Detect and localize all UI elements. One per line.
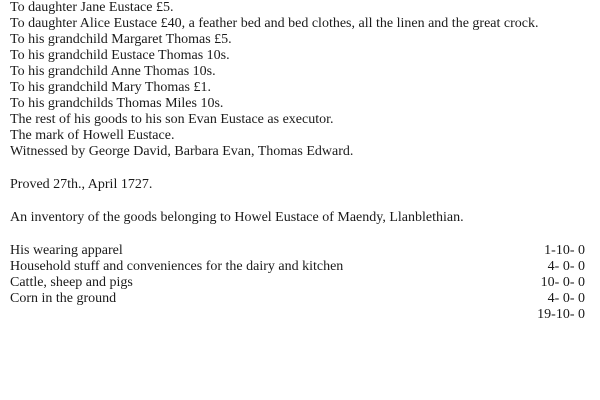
- witness-line: Witnessed by George David, Barbara Evan, Thomas Edward.: [10, 144, 354, 159]
- bequest-line: To his grandchilds Thomas Miles 10s.: [10, 96, 224, 111]
- bequest-line: To daughter Jane Eustace £5.: [10, 0, 174, 15]
- proved-date: Proved 27th., April 1727.: [10, 177, 153, 192]
- inventory-amount: 1-10- 0: [544, 243, 585, 258]
- inventory-total: 19-10- 0: [537, 307, 585, 322]
- bequest-line: To his grandchild Anne Thomas 10s.: [10, 64, 216, 79]
- inventory-row: [10, 259, 585, 275]
- inventory-total-row: [10, 307, 585, 323]
- bequest-line: To his grandchild Eustace Thomas 10s.: [10, 48, 230, 63]
- bequest-line: To daughter Alice Eustace £40, a feather bed and bed clothes, all the linen and the great crock.: [10, 16, 539, 31]
- inventory-amount: 10- 0- 0: [540, 275, 585, 290]
- inventory-item: Household stuff and conveniences for the dairy and kitchen: [10, 259, 344, 274]
- mark-line: The mark of Howell Eustace.: [10, 128, 175, 143]
- bequest-line: To his grandchild Mary Thomas £1.: [10, 80, 211, 95]
- inventory-amount: 4- 0- 0: [547, 291, 585, 306]
- document-page: [10, 0, 585, 323]
- inventory-row: [10, 243, 585, 259]
- bequest-line: To his grandchild Margaret Thomas £5.: [10, 32, 232, 47]
- inventory-item: Corn in the ground: [10, 291, 117, 306]
- inventory-amount: 4- 0- 0: [547, 259, 585, 274]
- bequest-line: The rest of his goods to his son Evan Eustace as executor.: [10, 112, 334, 127]
- inventory-row: [10, 291, 585, 307]
- inventory-list: [10, 243, 585, 323]
- inventory-item: Cattle, sheep and pigs: [10, 275, 133, 290]
- inventory-item: His wearing apparel: [10, 243, 123, 258]
- inventory-row: [10, 275, 585, 291]
- inventory-title: An inventory of the goods belonging to Howel Eustace of Maendy, Llanblethian.: [10, 210, 464, 225]
